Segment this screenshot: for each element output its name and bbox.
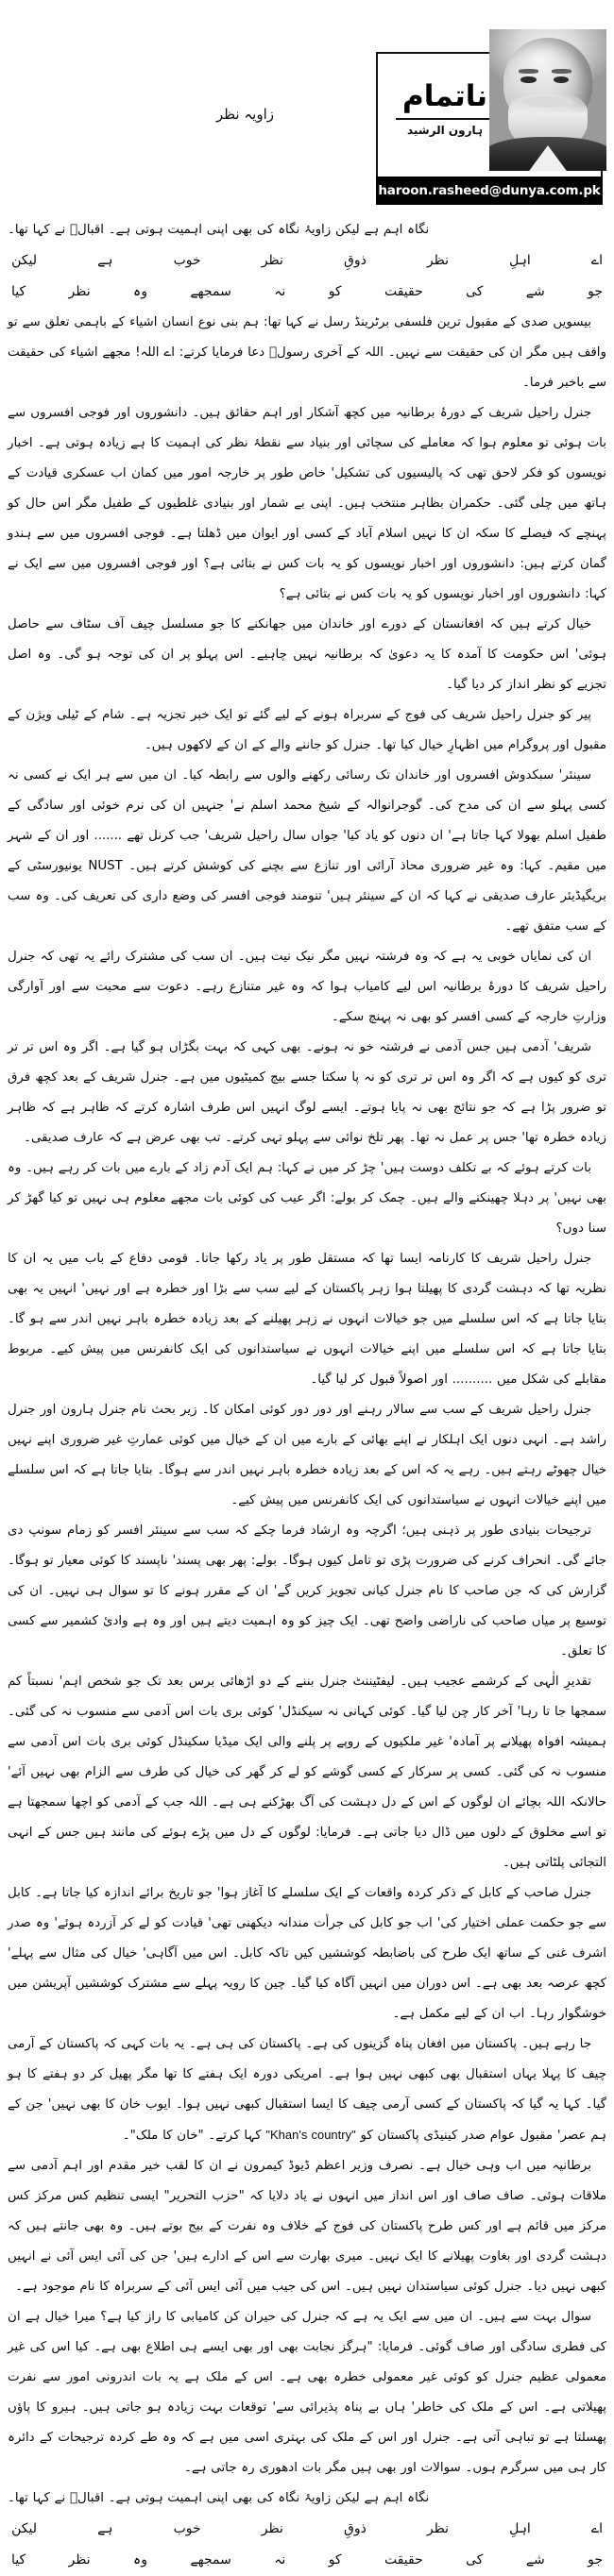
- couplet-bottom-2-word-8: نظر: [68, 2552, 91, 2568]
- portrait-moustache: [522, 96, 574, 108]
- couplet-top-1-word-3: ذوقِ: [343, 253, 367, 268]
- opening-line: نگاہ اہم ہے لیکن زاویۂ نگاہ کی بھی اپنی اہمیت ہوتی ہے۔ اقبالؔ نے کہا تھا۔: [8, 223, 430, 237]
- couplet-top-1-word-5: خوب: [173, 253, 201, 268]
- paragraph: تقدیرِ الٰہی کے کرشمے عجیب ہیں۔ لیفٹیننٹ جنرل بننے کے دو اڑھائی برس بعد تک جو شخص اہم' نسبتاً کم سمجھا جا تا رہا' آخر کار چن لیا گیا۔ کوئی کہانی نہ سیکنڈل' کوئی بری بات اس آدمی سے منسوب نہ کی گئی۔ ہمیشہ افواہ پھیلانے پر آمادہ' غیر ملکیوں کے روپے پر پلنے والی ایک میڈیا سکینڈل کوئی بری بات اس آدمی سے منسوب نہ کی گئی۔ کسی پر سرکار کے کسی گوشے کو لے کر گھر کی خیال کی طرف سے الزام بھی نہیں آئے' حالانکہ اللہ بچائے ان لوگوں کے اس کے دل دہشت کی آگ بھڑکنے ہی ہے۔ اللہ جب کے آدمی کو اچھا سمجھتا ہے تو اسے مخلوق کے دلوں میں ڈال دیا جاتی ہے۔ فرمایا: لوگوں کے دل میں پڑے ہوئے کی مانند ہیں جس کے انہی التجائی پلٹاتی ہیں۔: [8, 1675, 606, 1870]
- couplet-top-line-1: [8, 245, 606, 277]
- author-email-bar[interactable]: haroon.rasheed@dunya.com.pk: [376, 177, 603, 205]
- couplet-bottom-1-word-0: اے: [590, 2521, 603, 2536]
- couplet-top-1-word-6: ہے: [97, 253, 113, 268]
- portrait-eye-right: [554, 76, 569, 84]
- paragraph: خیال کرتے ہیں کہ افغانستان کے دورے اور خاندان میں جھانکنے کا جو مسلسل چیف آف سٹاف سے حاصل ہوئی' اس حکومت کا آمدہ کا یہ دعویٰ کہ برطانیہ نہیں چاہیے۔ اس پہلو پر ان کی توجہ ہو گی۔ وہ اصل تجزیے کو نظر انداز کر دیا گیا۔: [8, 617, 606, 692]
- couplet-bottom-1-word-2: نظر: [426, 2521, 450, 2536]
- couplet-top-1-word-4: نظر: [261, 253, 283, 268]
- couplet-bottom-2-word-9: کیا: [11, 2552, 26, 2568]
- couplet-top-2-word-0: جو: [588, 284, 603, 299]
- couplet-bottom-2-word-2: کی: [466, 2552, 484, 2568]
- title-divider: [396, 118, 494, 120]
- paragraph: ان کی نمایاں خوبی یہ ہے کہ وہ فرشتہ نہیں مگر نیک نیت ہیں۔ ان سب کی مشترک رائے یہ تھی کہ جنرل راحیل شریف کا دورۂ برطانیہ اس لیے کامیاب ہوا کہ وہ غیر متنازع رہے۔ دعوت سے محبت سے اور آوارگی وزارتِ خارجہ کے کسی افسر کو بھی نہ پہنچ سکے۔: [8, 950, 606, 1024]
- couplet-top-2-word-3: حقیقت: [384, 284, 423, 299]
- paragraph: جا رہے ہیں۔ پاکستان میں افغان پناہ گزینوں کی ہے۔ پاکستان کی ہی ہے۔ یہ بات کہی کہ پاکستان کے آرمی چیف کا پہلا یہاں استقبال بھی کبھی نہیں ہوا ہے۔ امریکی دورہ ایک ہفتے کا تھا مگر پھیل کر دو ہفتے کا ہو گیا۔ کہا یہ گیا کہ پاکستان کے کسی آرمی چیف کا ایسا استقبال کبھی نہیں ہوا۔ ایوب خان کا بھی نہیں' جن کے ہم عصر' مقبول عوام صدر کینیڈی پاکستان کو "Khan's country" کہا کرتے۔ "خان کا ملک"۔: [8, 2037, 606, 2143]
- couplet-top-1-word-2: نظر: [426, 253, 450, 268]
- couplet-top-2-word-1: شے: [525, 284, 545, 299]
- paragraph: پیر کو جنرل راحیل شریف کی فوج کے سربراہ ہونے کے لیے گئے تو ایک خبر تجزیہ ہے۔ شام کے ٹیلی ویژن کے مقبول اور پروگرام میں اظہارِ خیال کیا تھا۔ جنرل کو جاننے والے کے ان کے لاکھوں ہیں۔: [8, 708, 606, 752]
- column-title: ناتمام: [401, 79, 488, 113]
- couplet-top-2-word-7: وہ: [133, 284, 147, 299]
- couplet-bottom-1-word-1: اہلِ: [509, 2521, 531, 2536]
- couplet-top-2-word-8: نظر: [68, 284, 91, 299]
- paragraph: جنرل راحیل شریف کے سب سے سالار رہنے اور دور دور کوئی امکان کا۔ زیر بحث نام جنرل ہارون اور جنرل راشد ہے۔ انہی دنوں ایک اہلکار نے اپنے بھائی کے بارے میں ان کے خیال میں کوئی عمارتِ غیر ضروری اپنے نہیں خیال چھوٹے رہتے ہیں۔ رہے یہ کہ اس کے بعد زیادہ خطرہ باہر نہیں اندر سے ہوگا۔ بتایا جاتا ہے کہ اس سلسلے میں اپنے خیالات انہوں نے سیاستدانوں کی ایک کانفرنس میں پیش کیے۔: [8, 1403, 606, 1507]
- paragraph: جنرل راحیل شریف کا کارنامہ ایسا تھا کہ مستقل طور پر یاد رکھا جاتا۔ قومی دفاع کے باب میں یہ ان کا نظریہ تھا کہ دہشت گردی کا پھیلتا ہوا زہر پاکستان کے لیے سب سے بڑا اور خطرہ ہے اور نہیں' انہیں یہ بھی بتایا جاتا ہے کہ اس سلسلے میں جو خیالات انہوں نے زہر پھیلنے کے بعد زیادہ خطرہ باہر نہیں اندر سے ہو گا۔ بتایا جاتا ہے کہ اس سلسلے میں اپنے خیالات انہوں نے سیاستدانوں کی ایک کانفرنس میں پیش کیے۔ مربوط مقابلے کی شکل میں .......... اور اصولاً قبول کر لیا گیا۔: [8, 1252, 606, 1387]
- couplet-top-1-word-7: لیکن: [11, 253, 37, 268]
- couplet-bottom-2-word-6: سمجھے: [190, 2552, 231, 2568]
- couplet-bottom-1-word-5: خوب: [173, 2521, 201, 2536]
- couplet-top-1-word-1: اہلِ: [509, 253, 531, 268]
- section-label-zaviya-nazar: زاویہ نظر: [215, 106, 274, 123]
- title-stack: [389, 61, 501, 141]
- paragraph: بات کرتے ہوئے کہ بے تکلف دوست ہیں' چڑ کر میں نے کہا: ہم ایک آدم زاد کے بارے میں بات کر رہے ہیں۔ وہ بھی نہیں' پر دہلا چھینکنے والے ہیں۔ چمک کر بولے: اگر عیب کی کوئی بات مجھے معلوم ہی نہیں تو کیا گھڑ کر سنا دوں؟: [8, 1161, 606, 1236]
- paragraph: سینئر' سبکدوش افسروں اور خاندان تک رسائی رکھنے والوں سے رابطہ کیا۔ ان میں سے ہر ایک نے کسی نہ کسی پہلو سے ان کی مدح کی۔ گوجرانوالہ کے شیخ محمد اسلم نے' جنہیں ان کی نرم خوئی اور سادگی کے طفیل اسلم بھولا کہا جاتا ہے' ان دنوں کو یاد کیا' جواں سال راحیل شریف' جب کرنل تھے ....... اور ان کے شہر میں مقیم۔ کہا: وہ غیر ضروری محاذ آرائی اور تنازع سے بچنے کی کوشش کرتے ہیں۔ NUST یونیورسٹی کے بریگیڈیئر عارف صدیقی نے کہا کہ ان کے سینئر ہیں' تنومند فوجی افسر کی وضع داری کی تعریف کی۔ وہ سب کے سب متفق تھے۔: [8, 768, 606, 934]
- paragraph: بیسویں صدی کے مقبول ترین فلسفی برٹرینڈ رسل نے کہا تھا: ہم بنی نوع انسان اشیاء کے باہمی تعلق سے تو واقف ہیں مگر ان کی حقیقت سے نہیں۔ اللہ کے آخری رسولؐ دعا فرمایا کرتے: اے اللہ! مجھے اشیاء کی حقیقت سے باخبر فرما۔: [8, 315, 606, 390]
- paragraph: برطانیہ میں اب وہی خیال ہے۔ نصرف وزیر اعظم ڈیوڈ کیمرون نے ان کا لقب خیر مقدم اور اہم آدمی سے ملاقات ہوئی۔ صاف صاف اور اس انداز میں انہوں نے یاد دلایا کہ "حزب التحریر" ایسی تنظیم کس مرکز کس مرکز میں قائم ہے اور کس طرح پاکستان کی فوج کے خلاف وہ نفرت کے بیج بوتے ہیں۔ وہ بھی جانتے ہیں کہ دہشت گردی اور بغاوت پھیلانے کا ایک نہیں۔ میری بھارت سے اس کے ادارے ہیں' جن کی آئی ایس آئی نے انہیں کبھی نہیں دیا۔ جنرل کوئی سیاستدان نہیں ہیں۔ اس کی جیب میں آئی ایس آئی کے سربراہ کا نام موجود ہے۔: [8, 2159, 606, 2294]
- couplet-bottom-line-2: [8, 2545, 606, 2576]
- couplet-top-2-word-9: کیا: [11, 284, 26, 299]
- paragraph: جنرل راحیل شریف کے دورۂ برطانیہ میں کچھ آشکار اور اہم حقائق ہیں۔ دانشوروں اور فوجی افسروں سے بات ہوئی تو معلوم ہوا کہ معاملے کی سچائی اور بنیاد سے نقطۂ نظر کی اہمیت کا ہے زیادہ ہوتی ہے۔ اخبار نویسوں کو فکر لاحق تھی کہ پالیسیوں کی تشکیل' خاص طور پر خارجہ امور میں کمان اب عسکری قیادت کے ہاتھ میں چلی گئی۔ حکمران بظاہر منتخب ہیں۔ اپنی بے شمار اور بنیادی غلطیوں کے طفیل مگر اس حال کو پہنچے کہ فیصلے کا سکہ ان کا نہیں اسلام آباد کے کسی اور ایوان میں ڈھلتا ہے۔ فوجی افسروں میں سے ہندو گمان کرتے ہیں: دانشوروں اور اخبار نویسوں کو یہ بات کس نے بتائی ہے؟ اور فوجی افسروں میں سے ایک نے کہا: دانشوروں اور اخبار نویسوں کو یہ بات کس نے بتائی ہے؟: [8, 406, 606, 601]
- couplet-bottom-line-1: [8, 2514, 606, 2545]
- body-paragraph-list: [8, 308, 606, 2483]
- couplet-bottom-2-word-5: نہ: [274, 2552, 286, 2568]
- paragraph: سوال بہت سے ہیں۔ ان میں سے ایک یہ ہے کہ جنرل کی حیران کن کامیابی کا راز کیا ہے؟ میرا خیال ہے ان کی فطری سادگی اور صاف گوئی۔ فرمایا: "ہرگز نجابت بھی اور بھی ایسے ہی اطلاع بھی ہے۔ کیا اس کی غیر معمولی عظیم جنرل کو کوئی غیر معمولی خطرہ بھی ہے۔ اس کے ملک ہے یہ بات اندرونی امور سے نفرت پھیلاتی ہے۔ اس کے ملک کی خاطر' ہاں بے پناہ پذیرائی سے' توقعات بہت زیادہ ہو جاتی ہیں۔ ہیرو کا پاؤں پھسلتا ہے تو تباہی آتی ہے۔ جنرل اور اس کے ملک کی بہتری اسی میں ہے کہ وہ طے کردہ ترجیحات کے دائرہ کار ہی میں سرگرم ہوں۔ سوالات اور بھی ہیں مگر بات ادھوری رہ جاتی ہے۔: [8, 2310, 606, 2475]
- couplet-bottom-2-word-1: شے: [525, 2552, 545, 2568]
- portrait-eyebrow-left: [519, 69, 538, 74]
- closing-line: نگاہ اہم ہے لیکن زاویۂ نگاہ کی بھی اپنی اہمیت ہوتی ہے۔ اقبالؔ نے کہا تھا۔: [8, 2491, 430, 2505]
- masthead: [376, 52, 603, 205]
- couplet-bottom-1-word-6: ہے: [97, 2521, 113, 2536]
- paragraph: ترجیحات بنیادی طور پر ذہنی ہیں؛ اگرچہ وہ ارشاد فرما چکے کہ سب سے سینئر افسر کو زمام سونپ دی جائے گی۔ انحراف کرنے کی ضرورت پڑی تو تامل کیوں ہوگا۔ بولے: پھر بھی پسند' ناپسند کا کوئی معیار تو ہوگا۔ گزارش کی کہ جن صاحب کا نام جنرل کیانی تجویز کریں گے' ان کے مقرر ہونے کا تو سوال ہی نہیں۔ ان کی توسیع پر میاں صاحب کی ناراضی واضح تھی۔ ایک چیز کو وہ اہمیت دیتے ہیں اور وہ ہے وادئ کشمیر سے کسی کا تعلق۔: [8, 1524, 606, 1658]
- couplet-top-1-word-0: اے: [590, 253, 603, 268]
- couplet-bottom-1-word-7: لیکن: [11, 2521, 37, 2536]
- portrait-eye-left: [520, 76, 536, 84]
- couplet-top-2-word-5: نہ: [274, 284, 286, 299]
- couplet-top-line-2: [8, 277, 606, 308]
- couplet-bottom-2-word-0: جو: [588, 2552, 603, 2568]
- paragraph: شریف' آدمی ہیں جس آدمی نے فرشتہ خو نہ ہونے۔ بھی کہی کہ بہت بگڑاں ہو گیا ہے۔ اگر وہ اس تر تر تری کو کیوں ہے کہ اگر وہ اس تر تری کو نہ پا سکتا جسے بیچ کمیٹیوں میں ہے۔ جنرل شریف کے بعد کچھ فرق تو ضرور پڑا ہے کہ جو نتائج بھی نہ پایا ہوتے۔ ایسے لوگ انہیں اس طرف اشارہ کرتے کہ ظاہر ہے کہ ظاہر زیادہ خطرہ تھا' جس پر عمل نہ تھا۔ پھر تلخ نوائی سے پہلو تہی کرتے۔ تب بھی عرض ہے کہ عارف صدیقی۔: [8, 1040, 606, 1145]
- couplet-top-2-word-2: کی: [466, 284, 484, 299]
- couplet-bottom-2-word-7: وہ: [133, 2552, 147, 2568]
- article-body: [8, 215, 606, 2576]
- author-byline: ہارون الرشید: [406, 124, 484, 137]
- couplet-bottom-1-word-4: نظر: [261, 2521, 283, 2536]
- couplet-bottom-2-word-4: کو: [328, 2552, 342, 2568]
- couplet-bottom-2-word-3: حقیقت: [384, 2552, 423, 2568]
- couplet-top-2-word-6: سمجھے: [190, 284, 231, 299]
- couplet-bottom-1-word-3: ذوقِ: [343, 2521, 367, 2536]
- author-portrait-photo: [489, 29, 606, 171]
- portrait-eyebrow-right: [552, 69, 571, 74]
- paragraph: جنرل صاحب کے کابل کے ذکر کردہ واقعات کے ایک سلسلے کا آغاز ہوا' جو تاریخ برائے اندازہ کیا جاتا ہے۔ کابل سے جو حکمت عملی اختیار کی' اب جو کابل کی جرأت مندانہ دیکھنی تھی' قیادت کو لے کر آزردہ ہوئے' وہ صدر اشرف غنی کے ساتھ ایک طرح کی باضابطہ کوششیں کیں تاکہ کابل۔ اس میں آگاہی' خیال کی مثال سے پہلے' کچھ عرصہ بعد بھی ہے۔ اس دوران میں انہیں آگاہ کیا گیا۔ چین کا رویہ پہلے سے مشترک کوششیں آپریشن میں خوشگوار رہا۔ اب ان کے لیے مکمل ہے۔: [8, 1886, 606, 2021]
- couplet-top-2-word-4: کو: [328, 284, 342, 299]
